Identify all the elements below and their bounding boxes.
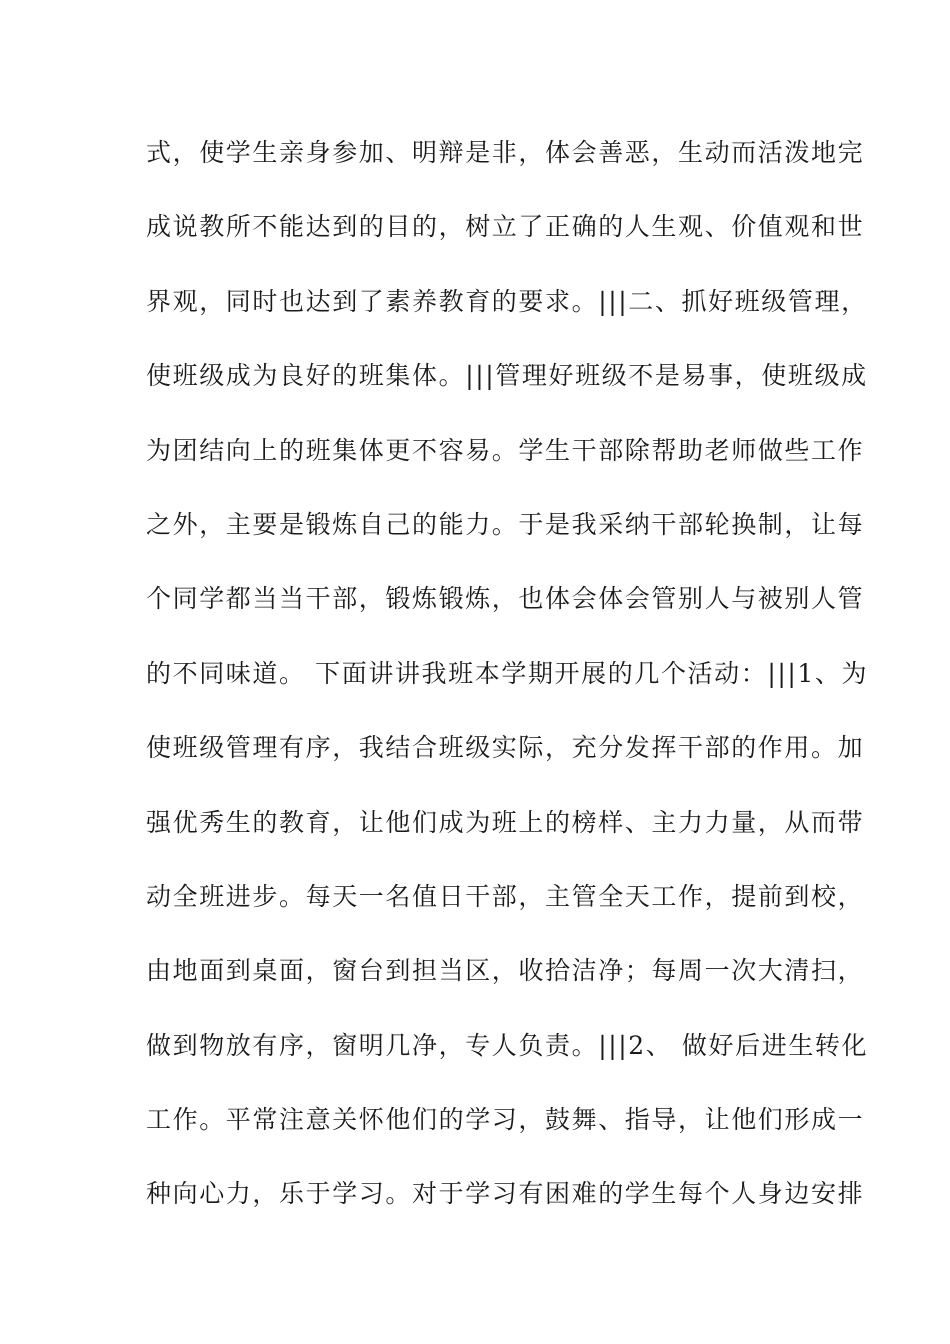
text-line: 使班级管理有序，我结合班级实际，充分发挥干部的作用。加	[146, 733, 865, 763]
body-text	[146, 132, 869, 1248]
text-line: 种向心力，乐于学习。对于学习有困难的学生每个人身边安排	[146, 1179, 865, 1209]
text-line: 使班级成为良好的班集体。|||管理好班级不是易事，使班级成	[146, 361, 868, 391]
text-line: 工作。平常注意关怀他们的学习，鼓舞、指导，让他们形成一	[146, 1105, 865, 1135]
text-line: 的不同味道。 下面讲讲我班本学期开展的几个活动：|||1、为	[146, 658, 869, 688]
text-line: 动全班进步。每天一名值日干部，主管全天工作，提前到校，	[146, 881, 865, 911]
text-line: 界观，同时也达到了素养教育的要求。|||二、抓好班级管理，	[146, 286, 868, 316]
text-line: 之外，主要是锻炼自己的能力。于是我采纳干部轮换制，让每	[146, 509, 865, 539]
text-line: 成说教所不能达到的目的，树立了正确的人生观、价值观和世	[146, 212, 865, 242]
text-line: 为团结向上的班集体更不容易。学生干部除帮助老师做些工作	[146, 435, 865, 465]
text-line: 式，使学生亲身参加、明辩是非，体会善恶，生动而活泼地完	[146, 138, 865, 167]
text-line: 由地面到桌面，窗台到担当区，收拾洁净；每周一次大清扫，	[146, 956, 865, 986]
text-line: 个同学都当当干部，锻炼锻炼，也体会体会管别人与被别人管	[146, 584, 865, 614]
text-line: 做到物放有序，窗明几净，专人负责。|||2、 做好后进生转化	[146, 1030, 869, 1060]
text-line: 强优秀生的教育，让他们成为班上的榜样、主力力量，从而带	[146, 807, 865, 837]
